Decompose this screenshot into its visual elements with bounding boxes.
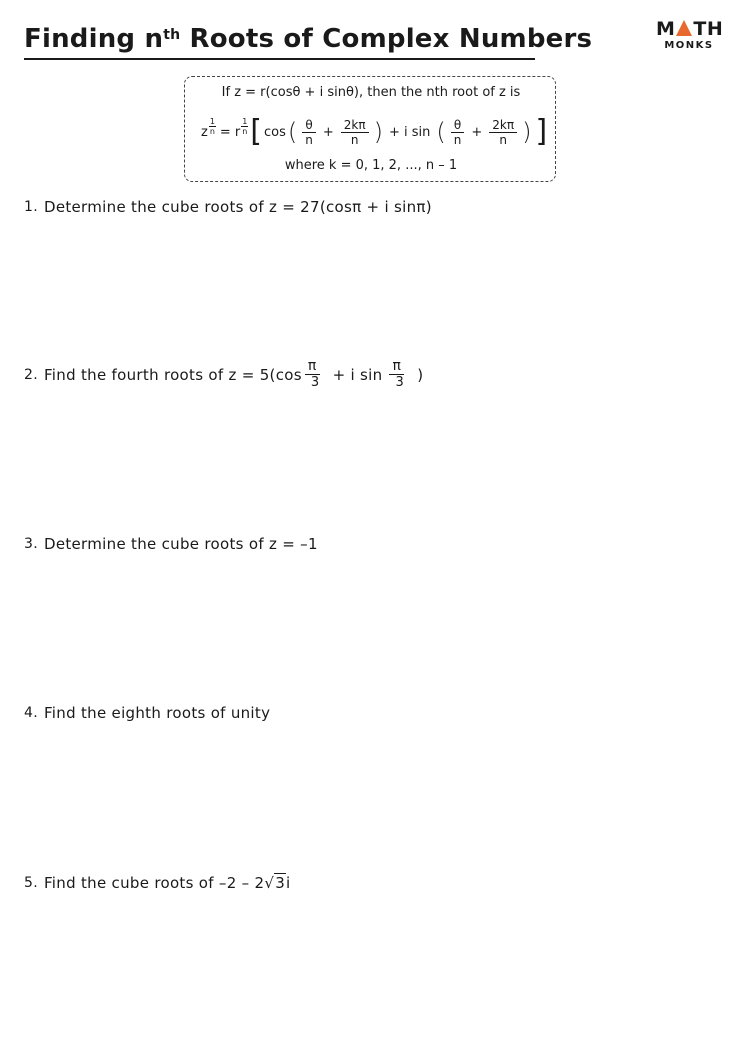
question-2: 2. Find the fourth roots of z = 5(cos $\frac{\pi}{3}$ + i sin $\frac{\pi}{3}$ ) [24,358,424,390]
theta-over-n: $\frac{\theta}{n}$ [451,118,465,147]
pi-over-3: $\frac{\pi}{3}$ [389,358,410,391]
z-power: z 1 n [201,116,215,140]
de-moivre-formula: z 1 n = r 1 n [ cos ( $\frac{\theta}{n}$ + $\frac{2k\pi}{n}$ ) + i sin ( $\frac{\theta}{n}$ + $\frac{2k\pi}{n}$ ) ] [201,114,548,149]
formula-intro: If z = r(cosθ + i sinθ), then the nth root of z is [221,85,521,100]
theta-over-n: $\frac{\theta}{n}$ [302,118,316,147]
pi-over-3: $\frac{\pi}{3}$ [305,358,326,391]
2kpi-over-n: $\frac{2k\pi}{n}$ [489,118,517,147]
logo-triangle-icon [676,20,692,36]
page-title: Finding $n^{th}$ Roots of Complex Numbers [24,24,593,54]
question-5: 5. Find the cube roots of –2 – 2 √ 3 i [24,873,291,892]
square-root: √ 3 [264,874,286,892]
r-power: r 1 n [234,116,248,140]
question-1: 1. Determine the cube roots of z = 27(cosπ + i sinπ) [24,198,432,216]
2kpi-over-n: $\frac{2k\pi}{n}$ [341,118,369,147]
formula-condition: where k = 0, 1, 2, ..., n – 1 [284,158,458,173]
math-monks-logo: M TH MONKS [656,18,724,51]
formula-box [184,76,556,182]
title-underline [24,58,535,60]
question-3: 3. Determine the cube roots of z = –1 [24,535,318,553]
question-4: 4. Find the eighth roots of unity [24,704,271,722]
